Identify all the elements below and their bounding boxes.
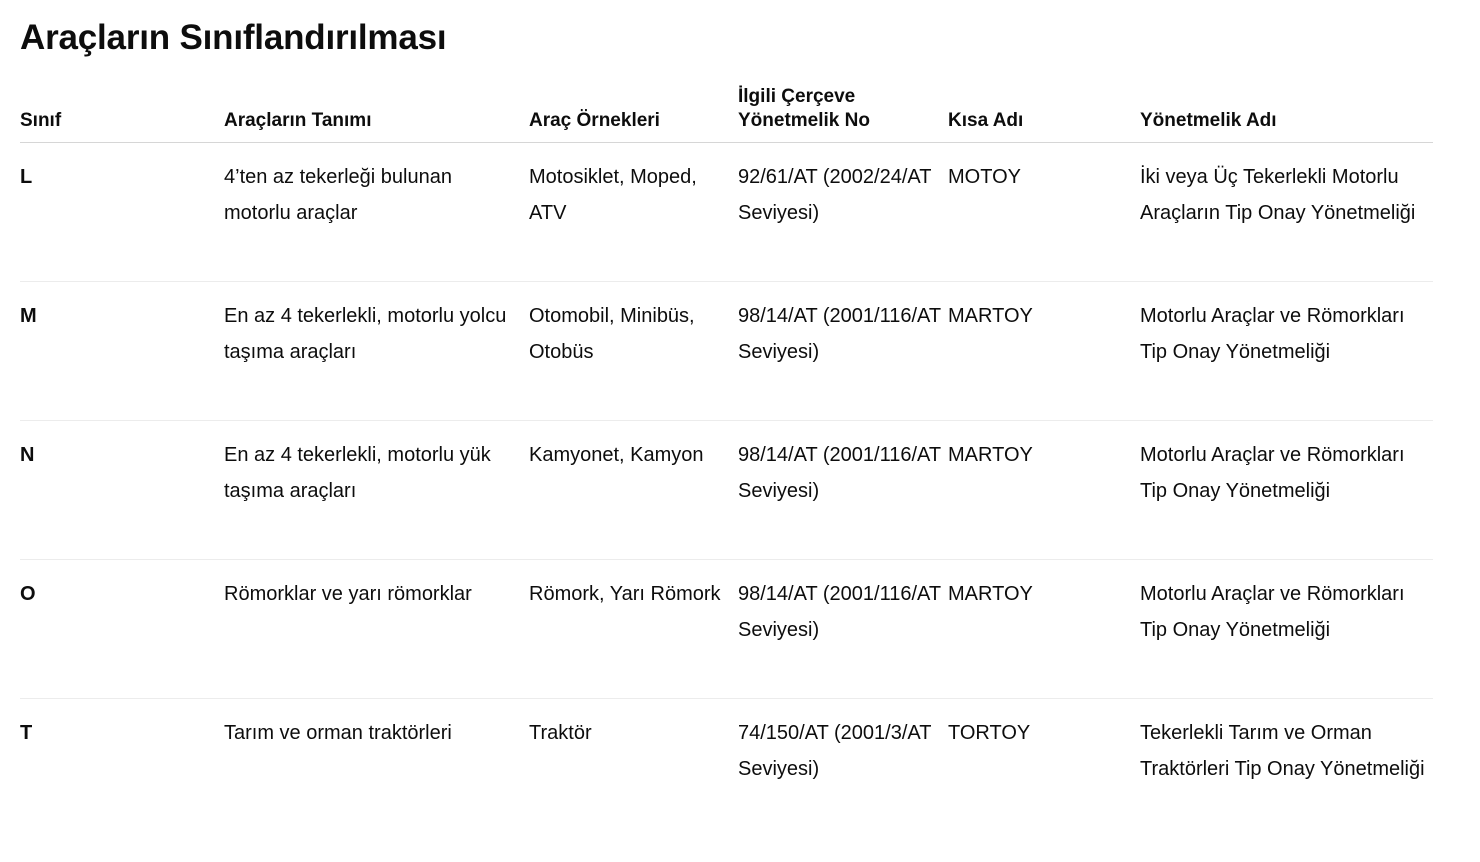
cell-description: En az 4 tekerlekli, motorlu yük taşıma araçları [224, 421, 529, 560]
cell-class: L [20, 143, 224, 282]
table-row [20, 282, 1433, 421]
cell-description: Tarım ve orman traktörleri [224, 722, 452, 744]
cell-class: M [20, 282, 224, 421]
cell-short-name: MOTOY [948, 143, 1140, 282]
cell-regulation-name: İki veya Üç Tekerlekli Motorlu Araçların Tip Onay Yönetmeliği [1140, 143, 1433, 282]
cell-class: T [20, 722, 33, 744]
cell-examples: Kamyonet, Kamyon [529, 421, 738, 560]
cell-directive-no: 98/14/AT (2001/116/AT Seviyesi) [738, 421, 948, 560]
cell-directive-no: 92/61/AT (2002/24/AT Seviyesi) [738, 143, 948, 282]
cell-directive-no: 98/14/AT (2001/116/AT Seviyesi) [738, 560, 948, 699]
cell-description: Römorklar ve yarı römorklar [224, 560, 529, 699]
cell-description: 4’ten az tekerleği bulunan motorlu araçlar [224, 143, 529, 282]
cell-examples: Traktör [529, 722, 592, 744]
cell-short-name: MARTOY [948, 421, 1140, 560]
cell-regulation-name: Tekerlekli Tarım ve Orman Traktörleri Tip Onay Yönetmeliği [1140, 722, 1425, 780]
cell-directive-no: 98/14/AT (2001/116/AT Seviyesi) [738, 282, 948, 421]
cell-class: O [20, 560, 224, 699]
table-row [20, 560, 1433, 699]
header-description: Araçların Tanımı [224, 80, 529, 143]
header-directive-no: İlgili Çerçeve Yönetmelik No [738, 80, 948, 143]
header-examples: Araç Örnekleri [529, 80, 738, 143]
table-row [20, 143, 1433, 282]
cell-short-name: TORTOY [948, 722, 1031, 744]
cell-class: N [20, 421, 224, 560]
table-header-row [20, 80, 1433, 143]
table-row [20, 699, 1433, 838]
cell-short-name: MARTOY [948, 282, 1140, 421]
cell-examples: Motosiklet, Moped, ATV [529, 143, 738, 282]
header-regulation-name: Yönetmelik Adı [1140, 80, 1433, 143]
cell-description: En az 4 tekerlekli, motorlu yolcu taşıma araçları [224, 282, 529, 421]
header-class: Sınıf [20, 80, 224, 143]
page-title: Araçların Sınıflandırılması [20, 18, 447, 57]
table-row [20, 421, 1433, 560]
cell-regulation-name: Motorlu Araçlar ve Römorkları Tip Onay Yönetmeliği [1140, 421, 1433, 560]
cell-directive-no: 74/150/AT (2001/3/AT Seviyesi) [738, 722, 932, 780]
cell-short-name: MARTOY [948, 560, 1140, 699]
cell-examples: Otomobil, Minibüs, Otobüs [529, 282, 738, 421]
vehicle-classification-table [20, 80, 1433, 837]
header-short-name: Kısa Adı [948, 80, 1140, 143]
cell-regulation-name: Motorlu Araçlar ve Römorkları Tip Onay Yönetmeliği [1140, 560, 1433, 699]
cell-examples: Römork, Yarı Römork [529, 560, 738, 699]
cell-regulation-name: Motorlu Araçlar ve Römorkları Tip Onay Yönetmeliği [1140, 282, 1433, 421]
